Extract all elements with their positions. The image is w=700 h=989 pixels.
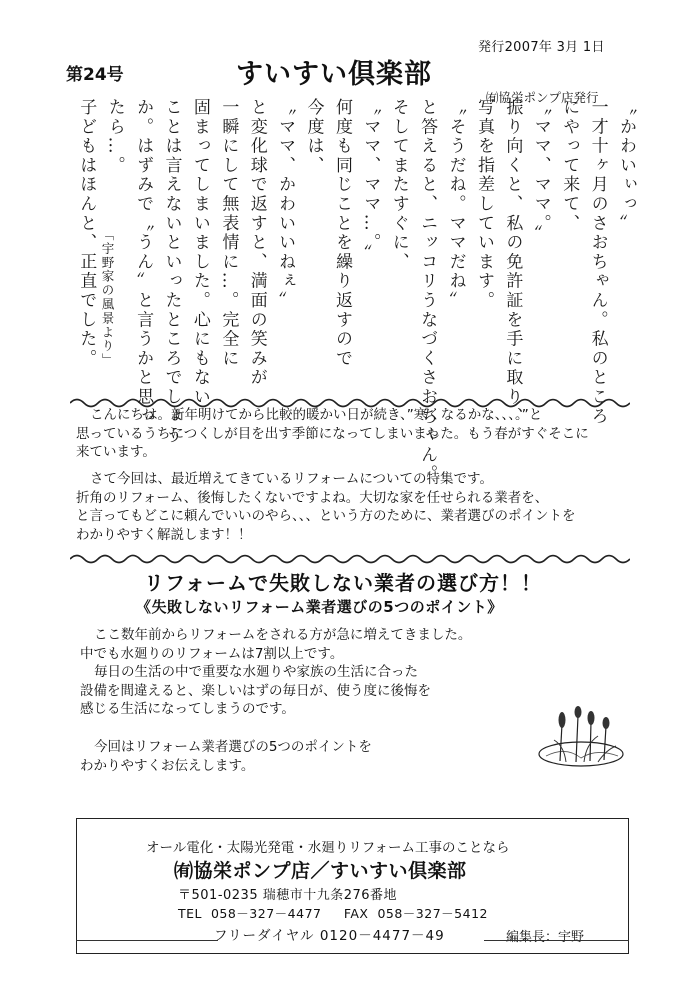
text-line: 今回はリフォーム業者選びの5つのポイントを bbox=[94, 739, 372, 755]
diary-line: 一才十ヶ月のさおちゃん。私のところ bbox=[587, 98, 608, 427]
diary-line: にやって来て、 bbox=[559, 98, 580, 234]
text-line: 折角のリフォーム、後悔したくないですよね。大切な家を任せられる業者を、 bbox=[76, 489, 549, 506]
diary-line: 〝かわいぃっ〟 bbox=[616, 98, 636, 234]
text-line: さて今回は、最近増えてきているリフォームについての特集です。 bbox=[90, 471, 493, 487]
footer-address: 〒501-0235 瑞穂市十九条276番地 bbox=[178, 888, 398, 903]
footer-services: オール電化・太陽光発電・水廻りリフォーム工事のことなら bbox=[146, 840, 510, 856]
issue-number: 第24号 bbox=[66, 65, 124, 85]
intro-paragraph bbox=[76, 470, 636, 544]
diary-line: と変化球で返すと、満面の笑みが bbox=[246, 98, 267, 388]
text-line: 思っているうちにつくしが目を出す季節になってしまいました。もう春がすぐそこに bbox=[76, 425, 589, 442]
diary-line: 〝そうだね。ママだね〟 bbox=[445, 98, 466, 311]
text-line: 毎日の生活の中で重要な水廻りや家族の生活に合った bbox=[94, 664, 418, 680]
diary-line: 〝ママ、かわいいねぇ〟 bbox=[275, 98, 296, 311]
feature-title: リフォームで失敗しない業者の選び方！！ bbox=[144, 571, 542, 595]
footer-company: ㈲協栄ポンプ店／すいすい倶楽部 bbox=[174, 860, 467, 882]
feature-paragraph bbox=[80, 626, 640, 719]
intro-paragraph bbox=[76, 406, 636, 462]
diary-line: たら…。 bbox=[104, 98, 125, 176]
divider bbox=[484, 940, 629, 942]
wavy-divider bbox=[70, 552, 630, 566]
text-line: ここ数年前からリフォームをされる方が急に増えてきました。 bbox=[94, 627, 472, 643]
text-line: 感じる生活になってしまうのです。 bbox=[80, 701, 295, 717]
diary-line: そしてまたすぐに、 bbox=[388, 98, 409, 272]
diary-line: 何度も同じことを繰り返すので bbox=[331, 98, 352, 369]
diary-line: 〝ママ、ママ。〟 bbox=[530, 98, 551, 244]
footer-editor: 編集長：宇野 bbox=[506, 930, 585, 945]
issue-date: 発行2007年 3月 1日 bbox=[478, 40, 605, 55]
diary-line: と答えると、ニッコリうなづくさおちゃん。 bbox=[417, 98, 438, 484]
text-line: 中でも水廻りのリフォームは7割以上です。 bbox=[80, 645, 344, 662]
diary-line: 固まってしまいました。心にもない bbox=[189, 98, 210, 407]
diary-line: 〝ママ、ママ…。〟 bbox=[360, 98, 381, 264]
diary-label: 「宇野家の風景より」 bbox=[100, 228, 115, 367]
text-line: わかりやすくお伝えします。 bbox=[80, 757, 255, 774]
diary-line: 子どもはほんと、正直でした。 bbox=[76, 98, 97, 369]
diary-line: 一瞬にして無表情に…。完全に bbox=[218, 98, 239, 369]
footer-phone: TEL 058－327－4477 FAX 058－327－5412 bbox=[178, 906, 488, 921]
diary-line: 写真を指差しています。 bbox=[473, 98, 494, 311]
divider bbox=[76, 940, 218, 942]
reed-illustration bbox=[536, 706, 626, 768]
publisher-line: ㈲協栄ポンプ店発行 bbox=[486, 90, 599, 105]
text-line: と言ってもどこに頼んでいいのやら、、、という方のために、業者選びのポイントを bbox=[76, 508, 576, 524]
text-line: わかりやすく解説します！！ bbox=[76, 526, 252, 543]
diary-line: ことは言えないといったところでしょう bbox=[161, 98, 182, 446]
newsletter-title: すいすい倶楽部 bbox=[236, 59, 432, 90]
text-line: 来ています。 bbox=[76, 444, 156, 460]
text-line: こんにちは。新年明けてから比較的暖かい日が続き、”寒くなるかな、、、。”と bbox=[90, 407, 543, 423]
diary-line: 振り向くと、私の免許証を手に取り、 bbox=[502, 98, 523, 427]
feature-subtitle: 《失敗しないリフォーム業者選びの5つのポイント》 bbox=[136, 598, 503, 616]
text-line: 設備を間違えると、楽しいはずの毎日が、使う度に後悔を bbox=[80, 682, 431, 699]
diary-line: か。はずみで〝うん〟と言うかと思っ bbox=[133, 98, 154, 427]
diary-line: 今度は、 bbox=[303, 98, 324, 176]
footer-freedial: フリーダイヤル 0120－4477－49 bbox=[214, 928, 445, 944]
